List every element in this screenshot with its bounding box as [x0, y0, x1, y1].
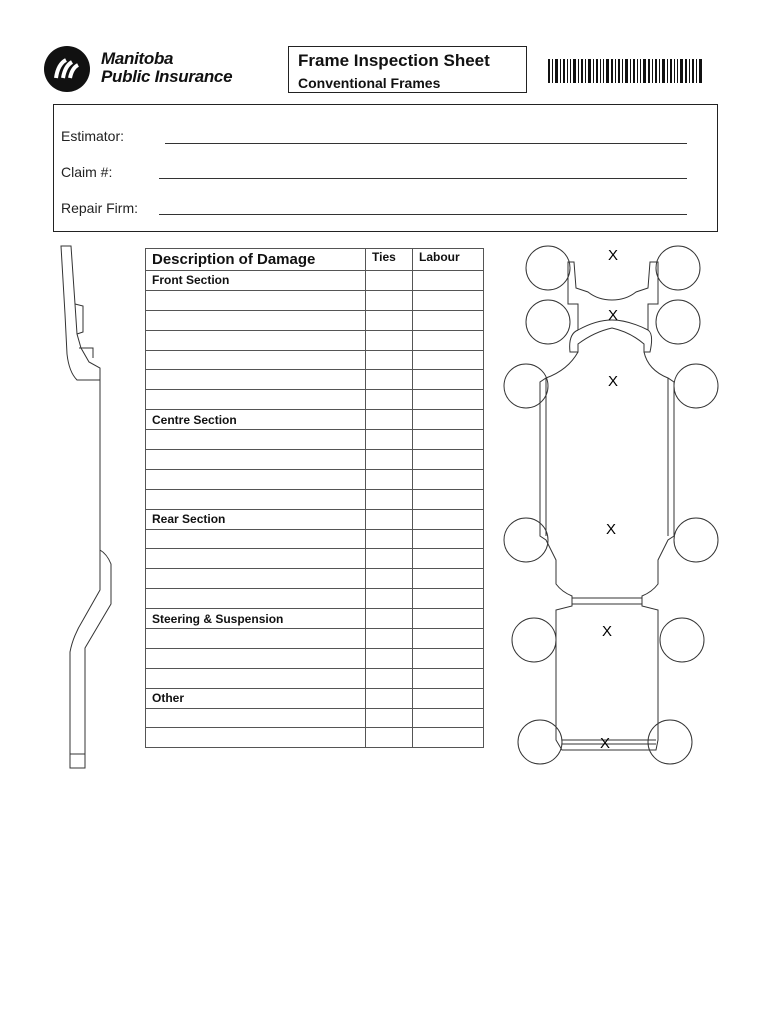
table-row[interactable]: [146, 430, 484, 450]
repair-firm-field[interactable]: [159, 214, 687, 215]
labour-header: Labour: [413, 249, 484, 271]
document-title: Frame Inspection Sheet: [298, 51, 490, 70]
table-row[interactable]: [146, 469, 484, 489]
repair-firm-label: Repair Firm:: [61, 200, 139, 216]
measure-point-mark: X: [608, 307, 619, 324]
section-row-rear: [146, 509, 484, 529]
section-label-centre: Centre Section: [146, 410, 366, 430]
table-row[interactable]: [146, 330, 484, 350]
claim-number-field[interactable]: [159, 178, 687, 179]
measure-point-mark: X: [600, 735, 611, 752]
damage-table: [145, 248, 484, 748]
section-label-front: Front Section: [146, 271, 366, 291]
org-name-line2: Public Insurance: [101, 67, 233, 86]
estimator-label: Estimator:: [61, 128, 125, 144]
table-row[interactable]: [146, 370, 484, 390]
estimator-field[interactable]: [165, 143, 687, 144]
table-row[interactable]: [146, 489, 484, 509]
table-row[interactable]: [146, 529, 484, 549]
document-subtitle: Conventional Frames: [298, 75, 441, 91]
org-name-line1: Manitoba: [101, 49, 174, 68]
table-row[interactable]: [146, 290, 484, 310]
table-row[interactable]: [146, 569, 484, 589]
measure-point-mark: X: [606, 521, 617, 538]
table-row[interactable]: [146, 728, 484, 748]
section-label-rear: Rear Section: [146, 509, 366, 529]
section-label-steering: Steering & Suspension: [146, 609, 366, 629]
table-row[interactable]: [146, 390, 484, 410]
table-row[interactable]: [146, 589, 484, 609]
section-row-steering: [146, 609, 484, 629]
table-row[interactable]: [146, 668, 484, 688]
table-row[interactable]: [146, 450, 484, 470]
section-row-front: [146, 271, 484, 291]
mpi-logo-icon: [44, 46, 90, 92]
title-box: [288, 46, 527, 93]
barcode: [548, 59, 704, 83]
measure-point-mark: X: [602, 623, 613, 640]
table-row[interactable]: [146, 648, 484, 668]
table-row[interactable]: [146, 708, 484, 728]
organization-name: [101, 50, 232, 86]
table-row[interactable]: [146, 310, 484, 330]
section-label-other: Other: [146, 688, 366, 708]
description-header: Description of Damage: [146, 249, 366, 271]
section-row-centre: [146, 410, 484, 430]
table-header-row: [146, 249, 484, 271]
top-frame-diagram: [498, 240, 724, 772]
measure-point-mark: X: [608, 247, 619, 264]
table-row[interactable]: [146, 549, 484, 569]
claim-info-box: [53, 104, 718, 232]
side-frame-diagram: [55, 244, 115, 770]
measure-point-mark: X: [608, 373, 619, 390]
ties-header: Ties: [366, 249, 413, 271]
section-row-other: [146, 688, 484, 708]
table-row[interactable]: [146, 629, 484, 649]
table-row[interactable]: [146, 350, 484, 370]
claim-number-label: Claim #:: [61, 164, 113, 180]
